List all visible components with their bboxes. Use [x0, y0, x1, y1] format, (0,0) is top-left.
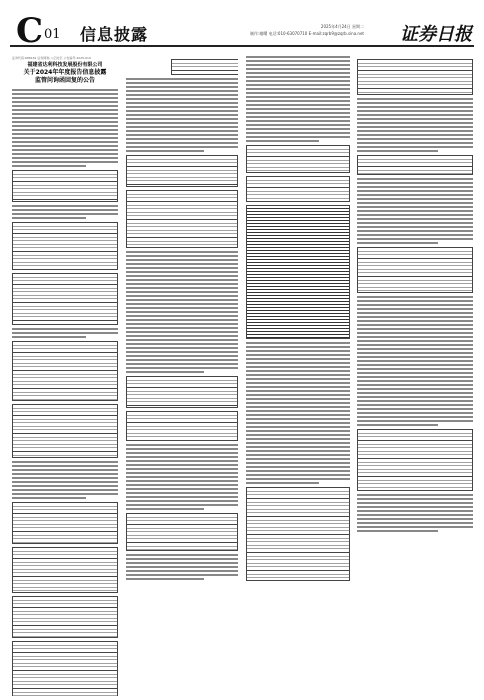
body-text [357, 494, 473, 532]
data-table [357, 247, 473, 293]
data-table [126, 190, 238, 248]
data-table [126, 155, 238, 187]
stock-info: 证券代码:688181 证券简称:八亿时空 公告编号:2025-019 [12, 56, 91, 60]
data-table [126, 376, 238, 408]
data-table [12, 404, 118, 458]
data-table [246, 145, 350, 173]
column-1 [12, 56, 118, 696]
column-4 [357, 56, 473, 696]
body-text [357, 296, 473, 426]
body-text [12, 89, 118, 167]
contact-line: 制作:谢曙 电话:010-63070710 E-mail:zqrb9@zqrb.sina.net [249, 31, 364, 36]
newspaper-logo: 证券日报 [400, 24, 472, 45]
body-text [126, 444, 238, 510]
article-title-block [12, 62, 118, 85]
data-table [171, 59, 238, 75]
data-table [246, 176, 350, 202]
body-text [12, 461, 118, 499]
data-table [357, 155, 473, 175]
data-table [246, 487, 350, 581]
body-text [126, 251, 238, 373]
header-rule [10, 45, 474, 47]
body-text [246, 56, 350, 142]
data-table [357, 59, 473, 95]
section-letter: C [16, 11, 44, 51]
body-text [12, 205, 118, 219]
data-table [12, 170, 118, 202]
masthead [10, 11, 474, 51]
body-text [126, 78, 238, 152]
article-title-line2: 监管问询函回复的公告 [34, 77, 95, 84]
data-table [12, 596, 118, 638]
data-table [12, 273, 118, 325]
data-table [126, 411, 238, 441]
column-3 [246, 56, 350, 696]
data-table-dense [246, 205, 350, 339]
data-table [12, 222, 118, 270]
column-2 [126, 56, 238, 696]
article-title-line1: 关于2024年年度报告信息披露 [23, 69, 107, 76]
body-text [126, 554, 238, 580]
data-table [12, 547, 118, 593]
body-text [357, 178, 473, 244]
data-table [12, 502, 118, 544]
body-text [12, 328, 118, 338]
body-text [357, 98, 473, 152]
data-table [357, 429, 473, 491]
data-table [12, 341, 118, 401]
body-text [246, 342, 350, 484]
data-table [12, 641, 118, 696]
company-name: 福建省达利科技发展股份有限公司 [27, 62, 103, 68]
section-number: 01 [44, 27, 61, 42]
data-table [126, 513, 238, 551]
date-line: 2025年4月24日 星期二 [320, 24, 364, 29]
section-title: 信息披露 [80, 25, 149, 44]
